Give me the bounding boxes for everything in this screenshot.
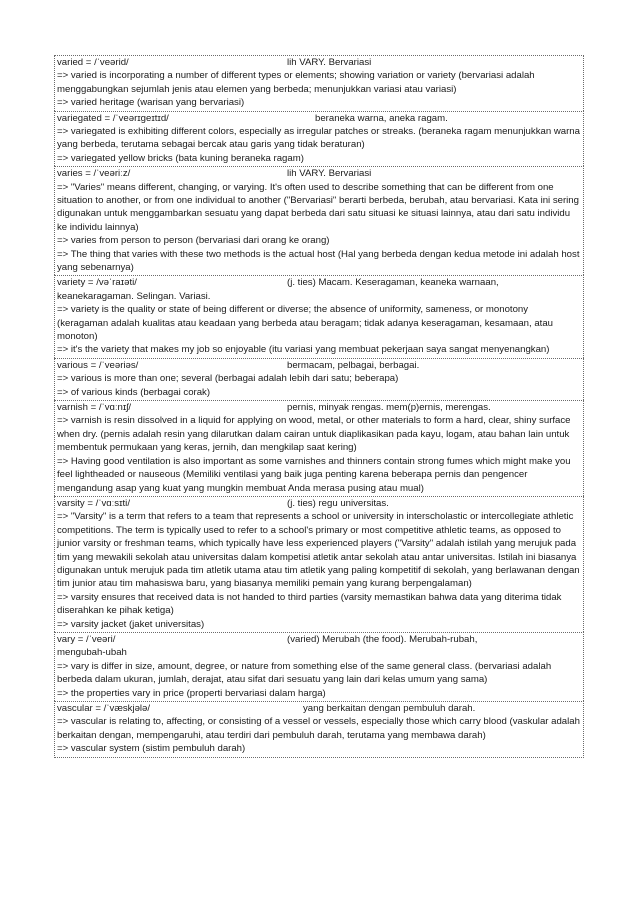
gloss-continued: keanekaragaman. Selingan. Variasi. [57, 290, 211, 302]
example: => vascular system (sistim pembuluh darah) [57, 743, 246, 755]
example: => of various kinds (berbagai corak) [57, 386, 211, 398]
entry-various [54, 358, 584, 400]
example: => varsity jacket (jaket universitas) [57, 618, 205, 630]
example: => variegated yellow bricks (bata kuning beraneka ragam) [57, 152, 304, 164]
entry-varies [54, 166, 584, 275]
headword-row [57, 276, 581, 289]
entry-varied [54, 55, 584, 111]
gloss: pernis, minyak rengas. mem(p)ernis, merengas. [287, 402, 491, 414]
headword-row [57, 702, 581, 715]
entry-variety [54, 275, 584, 357]
headword: variety = /vəˈraɪəti/ [57, 277, 137, 289]
headword: varnish = /ˈvɑːnɪʃ/ [57, 402, 132, 414]
headword-row [57, 497, 581, 510]
definition: => variety is the quality or state of being different or diverse; the absence of uniformity, sameness, or monotony (keragaman adalah kualitas atau keadaan yang berbeda atau beragam; tidak adanya keseragaman, kesamaan, atau monoton) [57, 304, 554, 343]
entry-vascular [54, 701, 584, 758]
gloss: beraneka warna, aneka ragam. [315, 112, 448, 124]
gloss-continued: mengubah-ubah [57, 647, 127, 659]
headword: varies = /ˈveəriːz/ [57, 168, 131, 180]
gloss: bermacam, pelbagai, berbagai. [287, 359, 420, 371]
entry-vary [54, 632, 584, 701]
headword-row [57, 633, 581, 646]
gloss: (j. ties) regu universitas. [287, 497, 389, 509]
definition: => "Varies" means different, changing, or varying. It's often used to describe something that can be different from one situation to another, or from one individual to another ("Bervariasi" berarti berbeda, berubah, atau bervariasi. Kata ini sering digunakan untuk menggambarkan sesuatu yang dapat berbeda dari satu situasi ke situasi lainnya, atau dari satu individu ke individu lainnya) [57, 181, 579, 233]
headword-row [57, 56, 581, 69]
example: => the properties vary in price (properti bervariasi dalam harga) [57, 687, 326, 699]
example: => varied heritage (warisan yang bervariasi) [57, 97, 245, 109]
definition: => vary is differ in size, amount, degree, or nature from something else of the same general class. (bervariasi adalah berbeda dalam ukuran, jumlah, derajat, atau sifat dari sesuatu yang lain dari kelas umum yang sama) [57, 660, 552, 686]
definition: => various is more than one; several (berbagai adalah lebih dari satu; beberapa) [57, 373, 399, 385]
gloss: (j. ties) Macam. Keseragaman, keaneka warnaan, [287, 277, 499, 289]
headword: vary = /ˈveəri/ [57, 633, 116, 645]
definition: => vascular is relating to, affecting, or consisting of a vessel or vessels, especially those which carry blood (vaskular adalah berkaitan dengan, mempengaruhi, atau terdiri dari pembuluh darah, terutama yang membawa darah) [57, 716, 580, 741]
example: => varsity ensures that received data is not handed to third parties (varsity memastikan bahwa data yang diterima tidak diserahkan ke pihak ketiga) [57, 591, 562, 617]
entry-varsity [54, 496, 584, 632]
headword: varsity = /ˈvɑːsɪti/ [57, 497, 130, 509]
gloss: (varied) Merubah (the food). Merubah-rubah, [287, 633, 478, 645]
example: => The thing that varies with these two methods is the actual host (Hal yang berbeda dengan kedua metode ini adalah host yang sebenarnya) [57, 248, 580, 274]
gloss: lih VARY. Bervariasi [287, 57, 372, 68]
headword-row [57, 167, 581, 180]
dictionary-page [54, 55, 584, 758]
headword: various = /ˈveəriəs/ [57, 359, 139, 371]
example: => it's the variety that makes my job so enjoyable (itu variasi yang membuat pekerjaan saya sangat menyenangkan) [57, 344, 550, 356]
headword-row [57, 112, 581, 125]
gloss: lih VARY. Bervariasi [287, 168, 372, 180]
headword-row [57, 401, 581, 414]
entry-variegated [54, 111, 584, 167]
example: => varies from person to person (bervariasi dari orang ke orang) [57, 235, 330, 247]
gloss: yang berkaitan dengan pembuluh darah. [303, 702, 476, 714]
example: => Having good ventilation is also important as some varnishes and thinners contain strong fumes which might make you feel lightheaded or nauseous (Memiliki ventilasi yang baik juga penting karena beberapa pernis dan pengencer mengandung asap yang kuat yang mungkin membuat Anda merasa pusing atau mual) [57, 455, 571, 494]
entry-varnish [54, 400, 584, 496]
headword: variegated = /ˈveərɪɡeɪtɪd/ [57, 112, 169, 124]
definition: => "Varsity" is a term that refers to a team that represents a school or university in interscholastic or intercollegiate athletic competitions. The term is typically used to refer to a school's primary or most competitive athletic teams, as opposed to junior varsity or freshman teams, which typically have less experienced players ("Varsity" adalah istilah yang merujuk pada tim yang mewakili sekolah atau universitas dalam kompetisi atletik antar sekolah atau antar universitas. Istilah ini biasanya digunakan untuk merujuk pada tim atletik utama atau tim atletik yang paling kompetitif di sekolah, yang berlawanan dengan tim junior atau tim mahasiswa baru, yang biasanya memiliki pemain yang kurang berpengalaman) [57, 511, 580, 590]
definition: => varied is incorporating a number of different types or elements; showing variation or variety (bervariasi adalah menggabungkan sejumlah jenis atau elemen yang berbeda; menunjukkan variasi atau variasi) [57, 70, 535, 95]
definition: => varnish is resin dissolved in a liquid for applying on wood, metal, or other materials to form a hard, clear, shiny surface when dry. (pernis adalah resin yang dilarutkan dalam cairan untuk diaplikasikan pada kayu, logam, atau bahan lain untuk membentuk permukaan yang keras, jernih, dan mengkilap saat kering) [57, 415, 571, 454]
headword: vascular = /ˈvæskjələ/ [57, 702, 151, 714]
definition: => variegated is exhibiting different colors, especially as irregular patches or streaks. (beraneka ragam menunjukkan warna yang berbeda, terutama sebagai bercak atau garis yang tidak beraturan) [57, 126, 580, 151]
headword: varied = /ˈveərid/ [57, 57, 129, 68]
headword-row [57, 359, 581, 372]
